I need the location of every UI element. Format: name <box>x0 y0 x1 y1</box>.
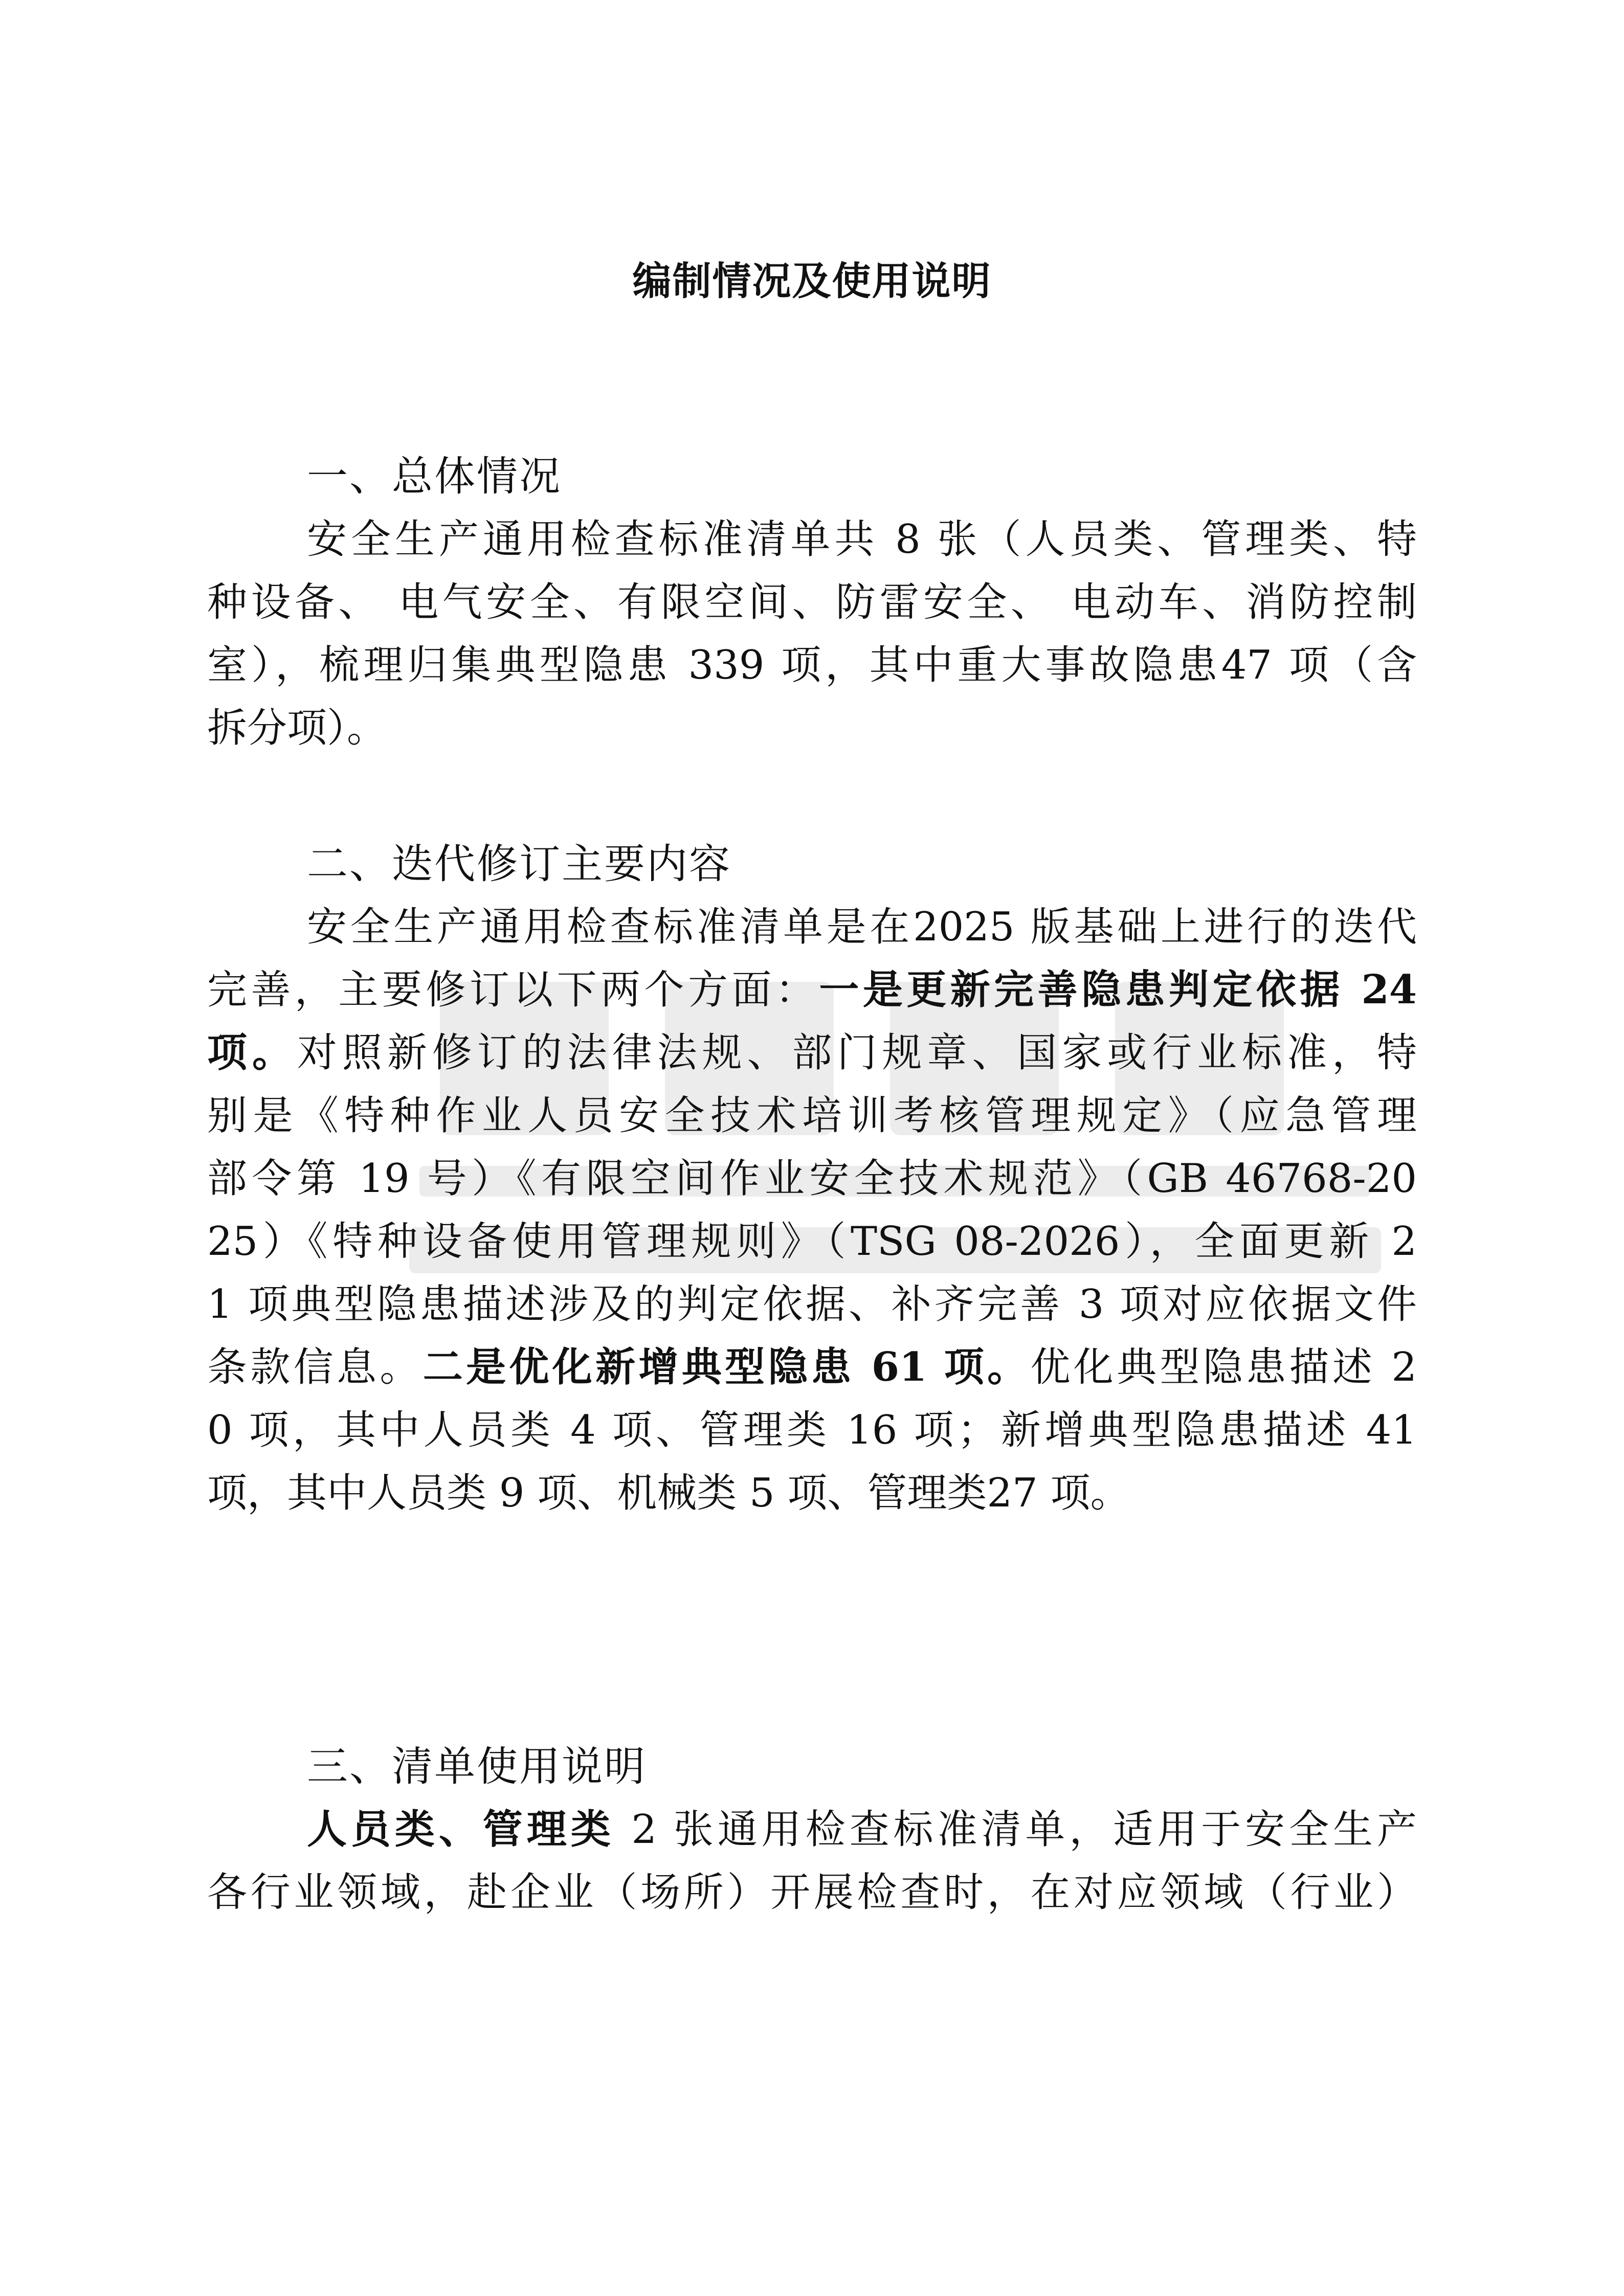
section-heading: 一、总体情况 <box>307 453 562 500</box>
body-text: 2 张通用检查标准清单，适用于安全生产 <box>614 1807 1417 1853</box>
bold-text: 项。 <box>207 1029 297 1076</box>
paragraph-line <box>307 896 1417 958</box>
body-text: 各行业领域，赴企业（场所）开展检查时，在对应领域（行业） <box>207 1870 1417 1916</box>
body-text: 种设备、 电气安全、有限空间、防雷安全、 电动车、消防控制 <box>207 579 1417 625</box>
bold-text: 一是更新完善隐患判定依据 24 <box>819 966 1417 1013</box>
body-text: 项，其中人员类 9 项、机械类 5 项、管理类27 项。 <box>207 1470 1130 1516</box>
body-text: 优化典型隐患描述 2 <box>1030 1344 1417 1390</box>
body-text: 安全生产通用检查标准清单是在2025 版基础上进行的迭代 <box>307 904 1417 950</box>
body-text: 别是《特种作业人员安全技术培训考核管理规定》（应急管理 <box>207 1093 1417 1139</box>
body-text: 25）《特种设备使用管理规则》（TSG 08-2026），全面更新 2 <box>207 1219 1417 1265</box>
paragraph-line <box>207 1400 1417 1461</box>
bold-text: 人员类、管理类 <box>307 1806 615 1853</box>
body-text: 1 项典型隐患描述涉及的判定依据、补齐完善 3 项对应依据文件 <box>207 1281 1417 1327</box>
body-text: 室），梳理归集典型隐患 339 项，其中重大事故隐患47 项（含 <box>207 642 1417 688</box>
page-title: 编制情况及使用说明 <box>632 258 992 304</box>
paragraph-line <box>207 1274 1417 1335</box>
section-heading: 三、清单使用说明 <box>307 1743 647 1790</box>
paragraph-line <box>207 1022 1417 1084</box>
paragraph-line <box>207 1862 1417 1923</box>
paragraph-line <box>207 1462 1417 1524</box>
body-text: 拆分项）。 <box>207 705 387 751</box>
paragraph-line <box>207 572 1417 633</box>
body-text: 条款信息。 <box>207 1344 423 1390</box>
body-text: 部令第 19 号）《有限空间作业安全技术规范》（GB 46768-20 <box>207 1156 1417 1202</box>
paragraph-line <box>207 1211 1417 1272</box>
paragraph-line <box>207 635 1417 696</box>
body-text: 0 项，其中人员类 4 项、管理类 16 项；新增典型隐患描述 41 <box>207 1407 1417 1453</box>
paragraph-line <box>207 1337 1417 1398</box>
section-heading: 二、迭代修订主要内容 <box>307 840 731 888</box>
paragraph-line <box>207 1148 1417 1209</box>
body-text: 完善，主要修订以下两个方面： <box>207 967 819 1013</box>
bold-text: 二是优化新增典型隐患 61 项。 <box>422 1344 1031 1390</box>
paragraph-line <box>207 959 1417 1021</box>
body-text: 安全生产通用检查标准清单共 8 张（人员类、管理类、特 <box>307 516 1417 562</box>
paragraph-line <box>307 509 1417 570</box>
paragraph-line <box>207 697 1417 759</box>
body-text: 对照新修订的法律法规、部门规章、国家或行业标准，特 <box>297 1030 1417 1076</box>
paragraph-line <box>207 1085 1417 1146</box>
paragraph-line <box>307 1799 1417 1860</box>
